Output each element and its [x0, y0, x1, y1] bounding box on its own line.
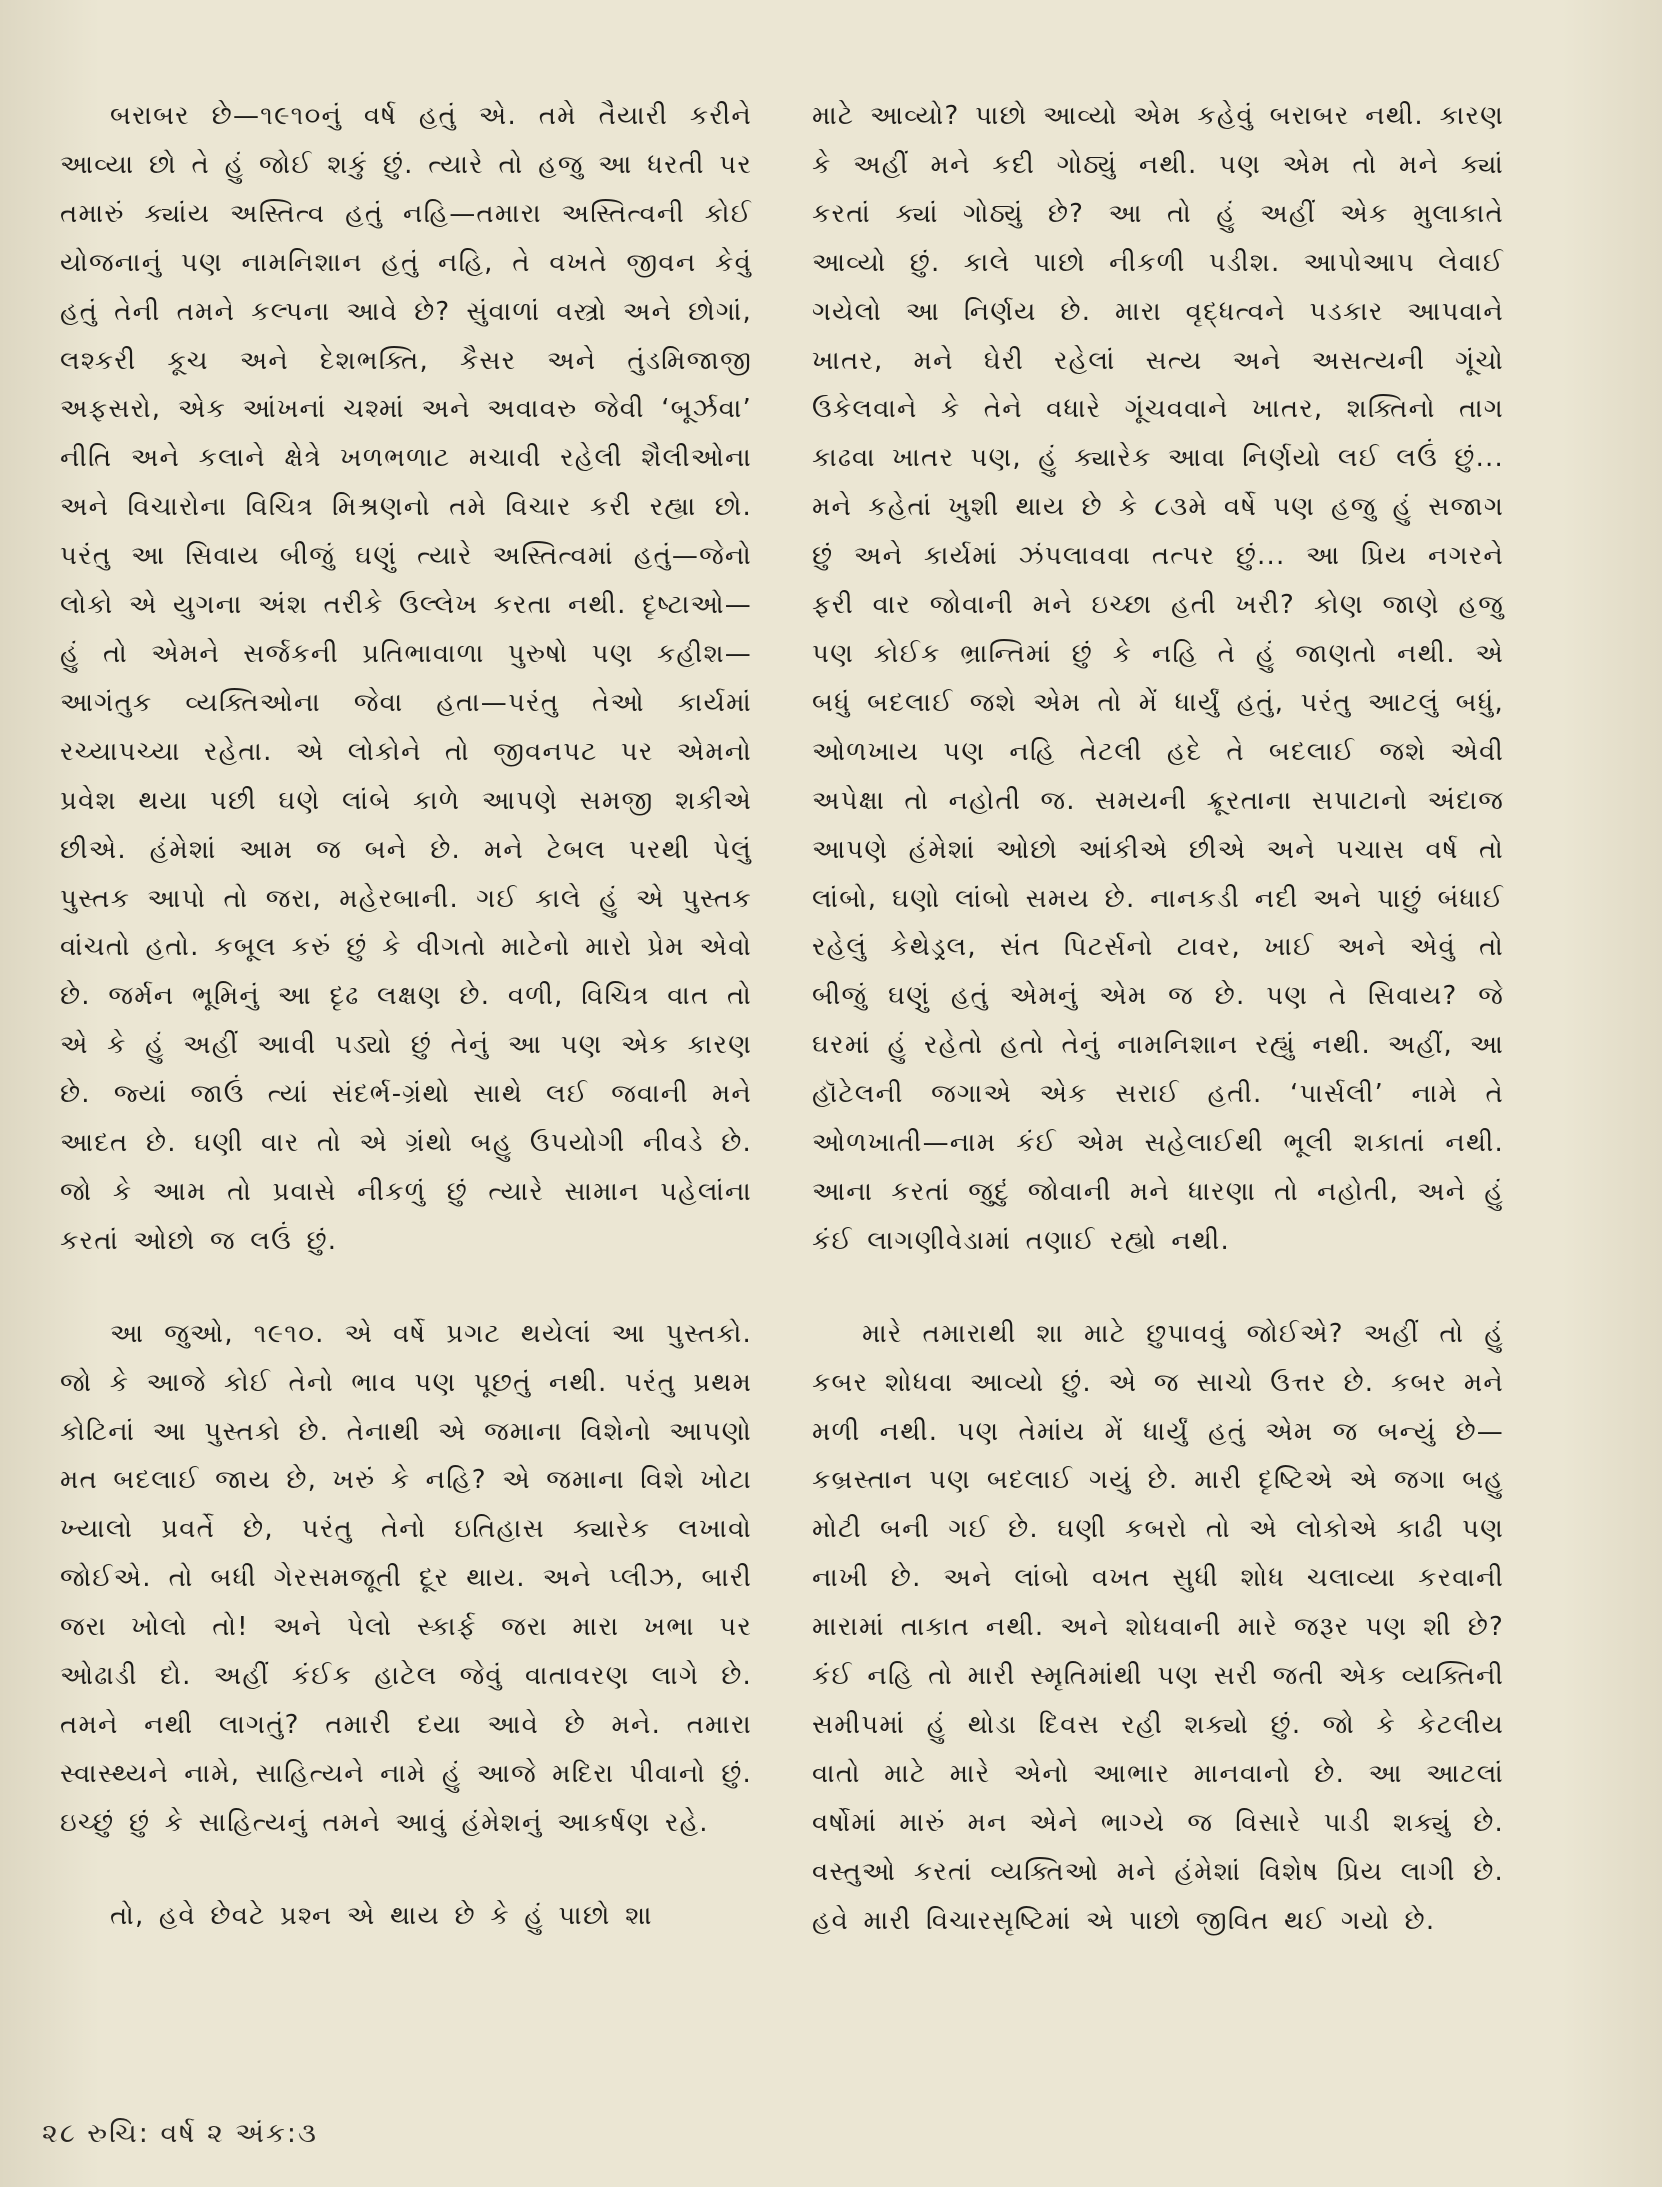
paragraph: બરાબર છે—૧૯૧૦નું વર્ષ હતું એ. તમે તૈયારી કરીને આવ્યા છો તે હું જોઈ શકું છું. ત્યારે તો હજુ આ ધરતી પર તમારું ક્યાંય અસ્તિત્વ હતું નહિ—તમારા અસ્તિત્વની કોઈ યોજનાનું પણ નામનિશાન હતું નહિ, તે વખતે જીવન કેવું હતું તેની તમને કલ્પના આવે છે? સુંવાળાં વસ્ત્રો અને છોગાં, લશ્કરી કૂચ અને દેશભક્તિ, કૈસર અને તુંડમિજાજી અફસરો, એક આંખનાં ચશ્માં અને અવાવરુ જેવી ‘બૂર્ઝવા’ નીતિ અને કલાને ક્ષેત્રે ખળભળાટ મચાવી રહેલી શૈલીઓના અને વિચારોના વિચિત્ર મિશ્રણનો તમે વિચાર કરી રહ્યા છો. પરંતુ આ સિવાય બીજું ઘણું ત્યારે અસ્તિત્વમાં હતું—જેનો લોકો એ યુગના અંશ તરીકે ઉલ્લેખ કરતા નથી. દૃષ્ટાઓ—હું તો એમને સર્જકની પ્રતિભાવાળા પુરુષો પણ કહીશ—આગંતુક વ્યક્તિઓના જેવા હતા—પરંતુ તેઓ કાર્યમાં રચ્યાપચ્યા રહેતા. એ લોકોને તો જીવનપટ પર એમનો પ્રવેશ થયા પછી ઘણે લાંબે કાળે આપણે સમજી શકીએ છીએ. હંમેશાં આમ જ બને છે. મને ટેબલ પરથી પેલું પુસ્તક આપો તો જરા, મહેરબાની. ગઈ કાલે હું એ પુસ્તક વાંચતો હતો. કબૂલ કરું છું કે વીગતો માટેનો મારો પ્રેમ એવો છે. જર્મન ભૂમિનું આ દૃઢ લક્ષણ છે. વળી, વિચિત્ર વાત તો એ કે હું અહીં આવી પડ્યો છું તેનું આ પણ એક કારણ છે. જ્યાં જાઉં ત્યાં સંદર્ભ-ગ્રંથો સાથે લઈ જવાની મને આદત છે. ઘણી વાર તો એ ગ્રંથો બહુ ઉપયોગી નીવડે છે. જો કે આમ તો પ્રવાસે નીકળું છું ત્યારે સામાન પહેલાંના કરતાં ઓછો જ લઉં છું.: [60, 101, 752, 1256]
paragraph: માટે આવ્યો? પાછો આવ્યો એમ કહેવું બરાબર નથી. કારણ કે અહીં મને કદી ગોઠ્યું નથી. પણ એમ તો મને ક્યાં કરતાં ક્યાં ગોઠ્યું છે? આ તો હું અહીં એક મુલાકાતે આવ્યો છું. કાલે પાછો નીકળી પડીશ. આપોઆપ લેવાઈ ગયેલો આ નિર્ણય છે. મારા વૃદ્ધત્વને પડકાર આપવાને ખાતર, મને ઘેરી રહેલાં સત્ય અને અસત્યની ગૂંચો ઉકેલવાને કે તેને વધારે ગૂંચવવાને ખાતર, શક્તિનો તાગ કાઢવા ખાતર પણ, હું ક્યારેક આવા નિર્ણયો લઈ લઉં છું... મને કહેતાં ખુશી થાય છે કે ૮૩મે વર્ષે પણ હજુ હું સજાગ છું અને કાર્યમાં ઝંપલાવવા તત્પર છું... આ પ્રિય નગરને ફરી વાર જોવાની મને ઇચ્છા હતી ખરી? કોણ જાણે હજુ પણ કોઈક ભ્રાન્તિમાં છું કે નહિ તે હું જાણતો નથી. એ બધું બદલાઈ જશે એમ તો મેં ધાર્યું હતું, પરંતુ આટલું બધું, ઓળખાય પણ નહિ તેટલી હદે તે બદલાઈ જશે એવી અપેક્ષા તો નહોતી જ. સમયની ક્રૂરતાના સપાટાનો અંદાજ આપણે હંમેશાં ઓછો આંકીએ છીએ અને પચાસ વર્ષ તો લાંબો, ઘણો લાંબો સમય છે. નાનકડી નદી અને પાછું બંધાઈ રહેલું કેથેડ્રલ, સંત પિટર્સનો ટાવર, ખાઈ અને એવું તો બીજું ઘણું હતું એમનું એમ જ છે. પણ તે સિવાય? જે ઘરમાં હું રહેતો હતો તેનું નામનિશાન રહ્યું નથી. અહીં, આ હૉટેલની જગાએ એક સરાઈ હતી. ‘પાર્સલી’ નામે તે ઓળખાતી—નામ કંઈ એમ સહેલાઈથી ભૂલી શકાતાં નથી. આના કરતાં જુદું જોવાની મને ધારણા તો નહોતી, અને હું કંઈ લાગણીવેડામાં તણાઈ રહ્યો નથી.: [812, 101, 1504, 1256]
right-text-column: [812, 92, 1504, 1990]
left-text-column: [60, 92, 752, 1985]
paragraph: આ જુઓ, ૧૯૧૦. એ વર્ષે પ્રગટ થયેલાં આ પુસ્તકો. જો કે આજે કોઈ તેનો ભાવ પણ પૂછતું નથી. પરંતુ પ્રથમ કોટિનાં આ પુસ્તકો છે. તેનાથી એ જમાના વિશેનો આપણો મત બદલાઈ જાય છે, ખરું કે નહિ? એ જમાના વિશે ખોટા ખ્યાલો પ્રવર્તે છે, પરંતુ તેનો ઇતિહાસ ક્યારેક લખાવો જોઈએ. તો બધી ગેરસમજૂતી દૂર થાય. અને પ્લીઝ, બારી જરા ખોલો તો! અને પેલો સ્કાર્ફ જરા મારા ખભા પર ઓઢાડી દો. અહીં કંઈક હાટેલ જેવું વાતાવરણ લાગે છે. તમને નથી લાગતું? તમારી દયા આવે છે મને. તમારા સ્વાસ્થ્યને નામે, સાહિત્યને નામે હું આજે મદિરા પીવાનો છું. ઇચ્છું છું કે સાહિત્યનું તમને આવું હંમેશનું આકર્ષણ રહે.: [60, 1318, 752, 1838]
paragraph: મારે તમારાથી શા માટે છુપાવવું જોઈએ? અહીં તો હું કબર શોધવા આવ્યો છું. એ જ સાચો ઉત્તર છે. કબર મને મળી નથી. પણ તેમાંય મેં ધાર્યું હતું એમ જ બન્યું છે—કબ્રસ્તાન પણ બદલાઈ ગયું છે. મારી દૃષ્ટિએ એ જગા બહુ મોટી બની ગઈ છે. ઘણી કબરો તો એ લોકોએ કાઢી પણ નાખી છે. અને લાંબો વખત સુધી શોધ ચલાવ્યા કરવાની મારામાં તાકાત નથી. અને શોધવાની મારે જરૂર પણ શી છે? કંઈ નહિ તો મારી સ્મૃતિમાંથી પણ સરી જતી એક વ્યક્તિની સમીપમાં હું થોડા દિવસ રહી શક્યો છું. જો કે કેટલીય વાતો માટે મારે એનો આભાર માનવાનો છે. આ આટલાં વર્ષોમાં મારું મન એને ભાગ્યે જ વિસારે પાડી શક્યું છે. વસ્તુઓ કરતાં વ્યક્તિઓ મને હંમેશાં વિશેષ પ્રિય લાગી છે. હવે મારી વિચારસૃષ્ટિમાં એ પાછો જીવિત થઈ ગયો છે.: [812, 1318, 1504, 1936]
paragraph: તો, હવે છેવટે પ્રશ્ન એ થાય છે કે હું પાછો શા: [110, 1900, 653, 1931]
page-footer: ૨૮ રુચિ: વર્ષ ૨ અંક:૩: [42, 2118, 319, 2149]
